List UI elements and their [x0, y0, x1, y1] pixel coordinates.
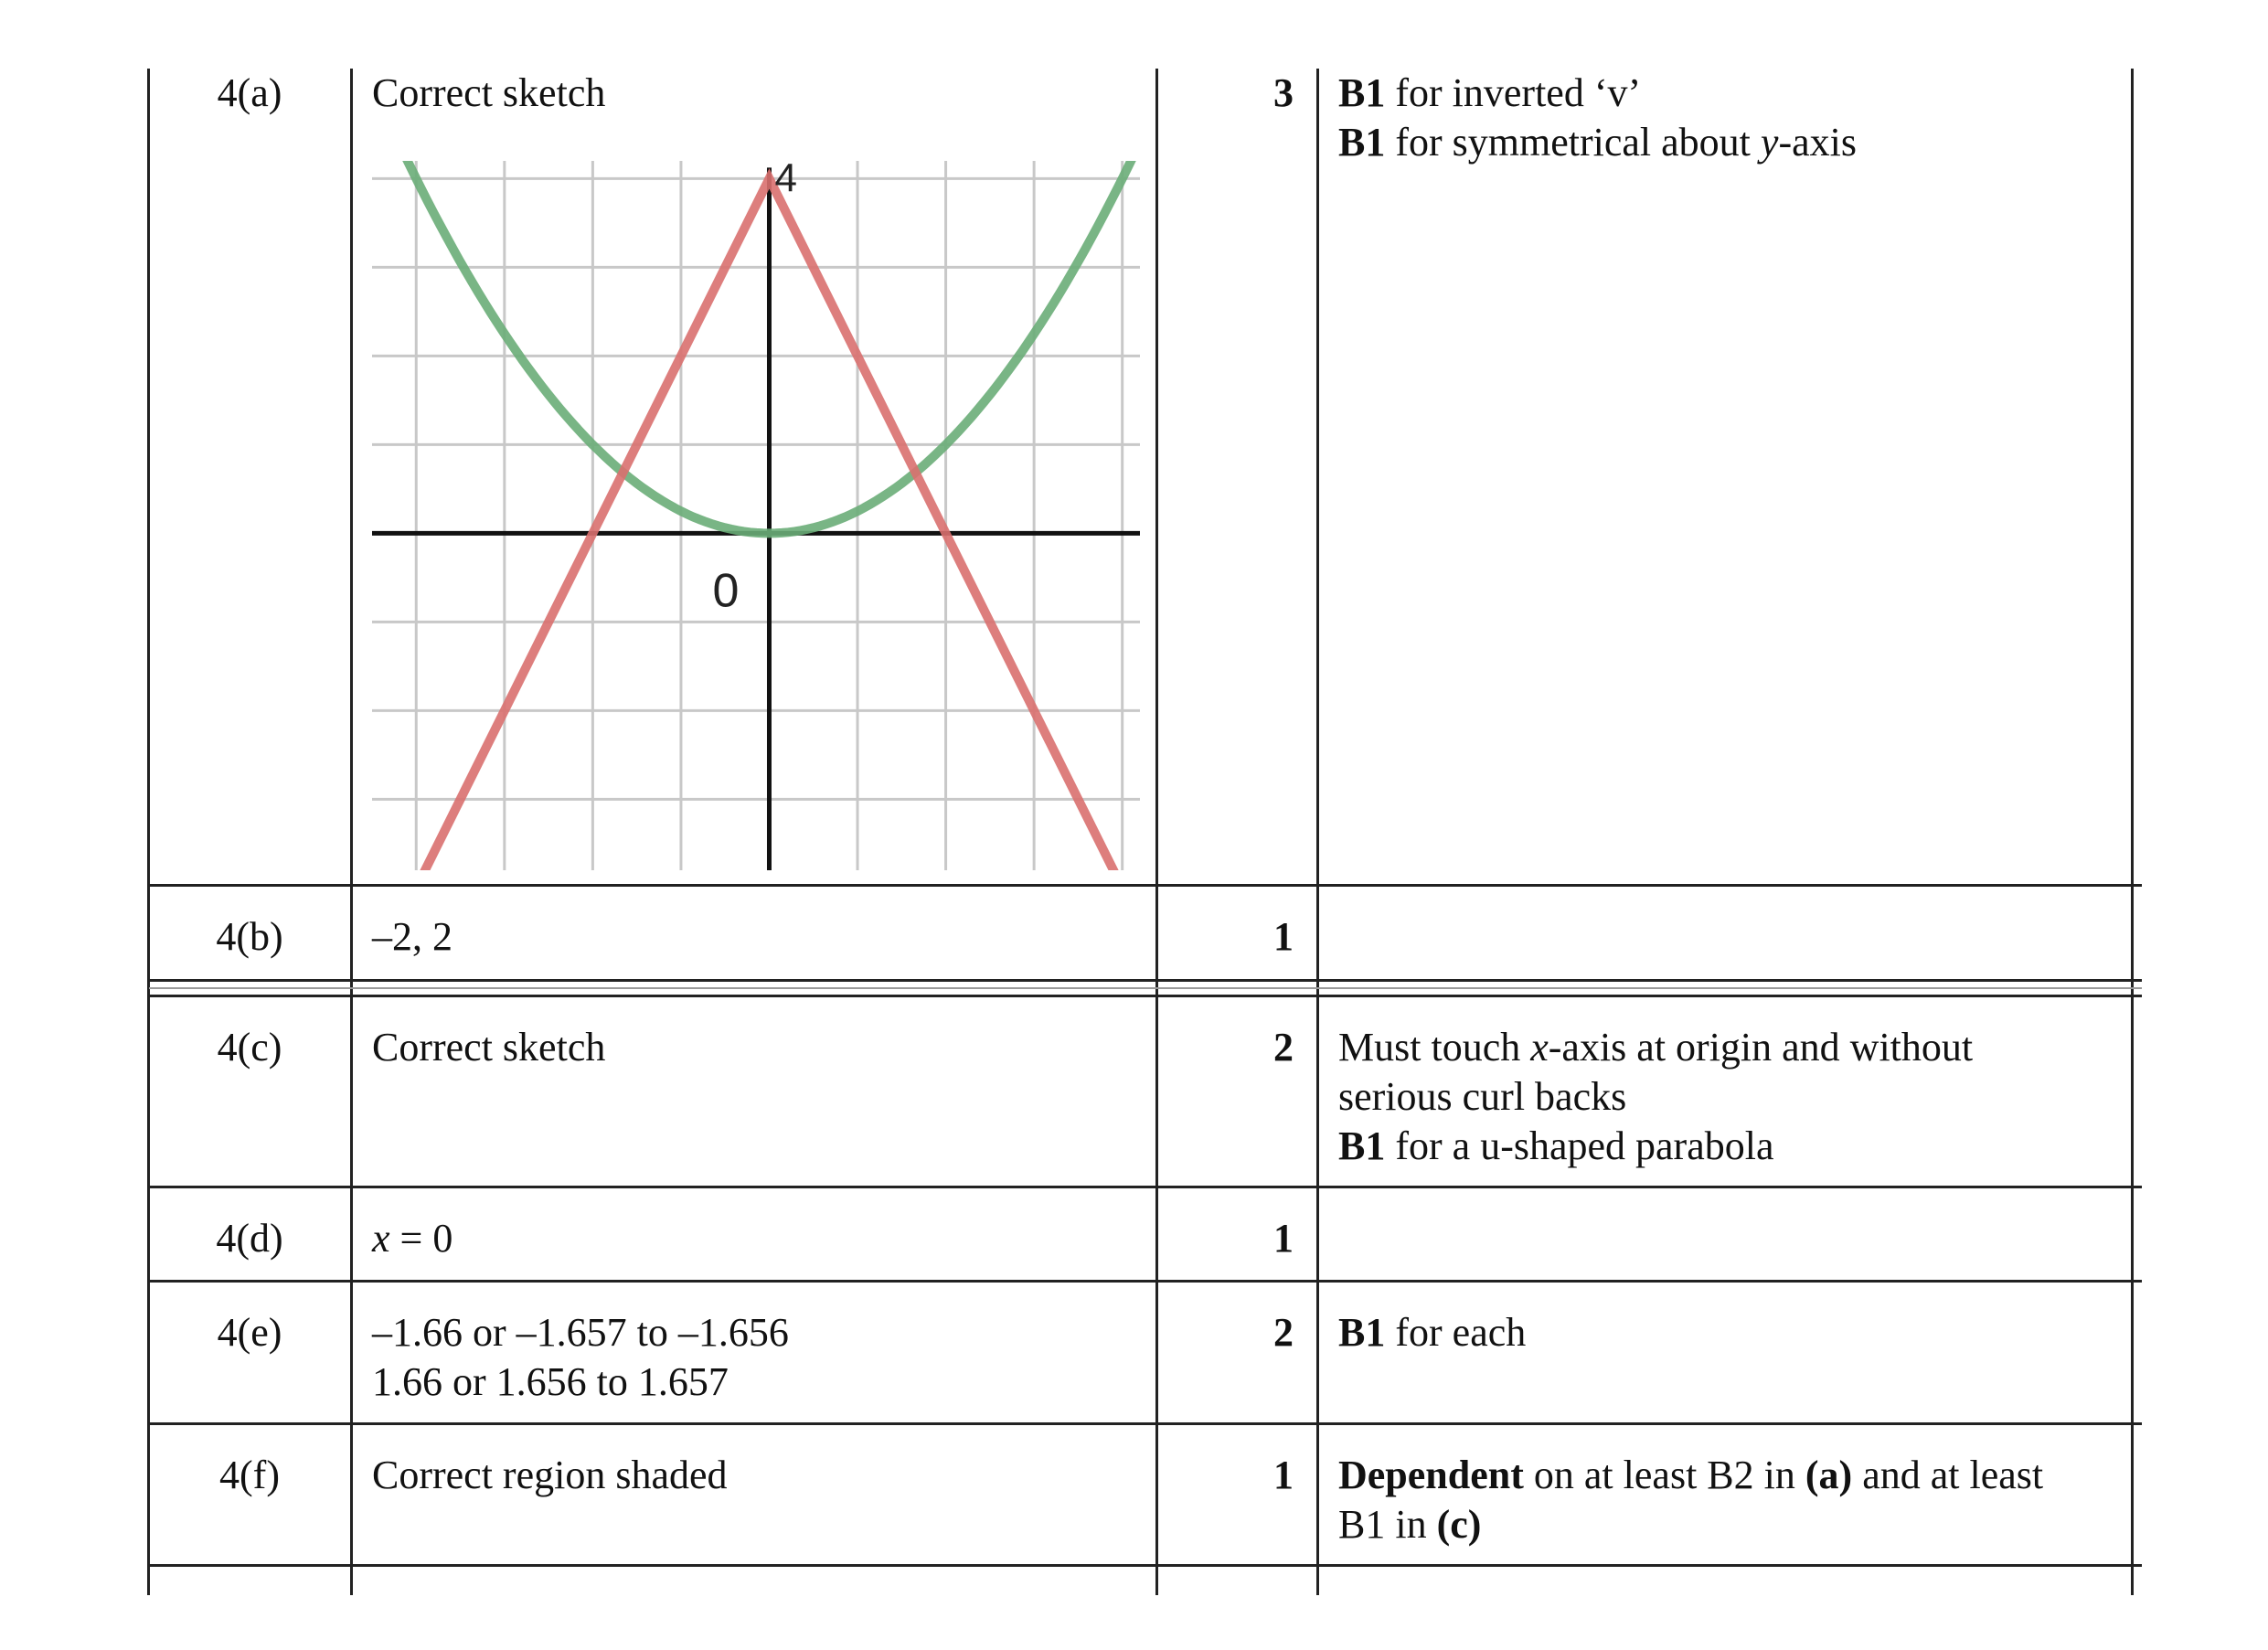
guidance-variable: x — [1530, 1025, 1549, 1070]
row-border — [149, 979, 2142, 982]
column-divider-marks — [1316, 69, 1319, 1595]
guidance-mark-code: B1 — [1338, 70, 1386, 115]
marks-value: 3 — [1273, 70, 1294, 115]
answer-line: –1.66 or –1.657 to –1.656 — [372, 1310, 789, 1355]
guidance-variable: y — [1760, 120, 1779, 165]
question-number: 4(f) — [219, 1453, 280, 1497]
answer-variable: x — [372, 1216, 390, 1261]
guidance-line: serious curl backs — [1338, 1074, 1627, 1119]
graph-labels — [712, 161, 796, 617]
guidance-keyword: Dependent — [1338, 1453, 1524, 1497]
answer-text: Correct sketch — [372, 1025, 606, 1070]
row-border — [149, 995, 2142, 997]
guidance-text: and at least — [1852, 1453, 2044, 1497]
guidance-line — [1338, 1451, 2043, 1500]
marks-value: 1 — [1273, 1216, 1294, 1261]
guidance-text: on at least B2 in — [1523, 1453, 1805, 1497]
guidance-line — [1338, 1308, 1526, 1357]
guidance-mark-code: B1 — [1338, 120, 1386, 165]
answer-text: –2, 2 — [372, 914, 453, 959]
marks-value: 2 — [1273, 1310, 1294, 1355]
guidance-text: for symmetrical about — [1385, 120, 1761, 165]
guidance-text: for each — [1385, 1310, 1527, 1355]
guidance-text: Must touch — [1338, 1025, 1531, 1070]
guidance-text: B1 in — [1338, 1502, 1437, 1547]
sketch-graph — [372, 161, 1140, 870]
guidance-text: for a u-shaped parabola — [1385, 1123, 1774, 1168]
row-border — [149, 884, 2142, 887]
guidance-line — [1338, 118, 1857, 167]
row-border — [149, 1564, 2142, 1567]
guidance-part-ref: (a) — [1805, 1453, 1853, 1497]
marks-value: 2 — [1273, 1025, 1294, 1070]
marks-value: 1 — [1273, 1453, 1294, 1497]
guidance-text: for inverted ‘v’ — [1385, 70, 1642, 115]
row-spacer-border — [149, 987, 2142, 989]
question-number: 4(b) — [216, 914, 283, 959]
column-divider-question — [350, 69, 353, 1595]
question-number: 4(a) — [217, 70, 282, 115]
answer-text: Correct sketch — [372, 70, 606, 115]
question-number: 4(e) — [217, 1310, 282, 1355]
graph-axes — [372, 167, 1140, 870]
guidance-text: -axis at origin and without — [1548, 1025, 1974, 1070]
guidance-line — [1338, 1500, 1481, 1549]
question-number: 4(d) — [216, 1216, 283, 1261]
guidance-line — [1338, 69, 1641, 118]
origin-label: 0 — [712, 564, 740, 618]
answer-value: = 0 — [389, 1216, 453, 1261]
question-number: 4(c) — [217, 1025, 282, 1070]
row-border — [149, 1422, 2142, 1425]
guidance-mark-code: B1 — [1338, 1123, 1386, 1168]
guidance-mark-code: B1 — [1338, 1310, 1386, 1355]
row-border — [149, 1186, 2142, 1188]
answer-text — [372, 1214, 453, 1263]
guidance-part-ref: (c) — [1436, 1502, 1482, 1547]
graph-grid — [372, 161, 1140, 870]
marks-value: 1 — [1273, 914, 1294, 959]
row-border — [149, 1280, 2142, 1283]
y-tick-label: 4 — [774, 161, 797, 201]
answer-text: Correct region shaded — [372, 1453, 728, 1497]
guidance-line — [1338, 1122, 1774, 1171]
answer-line: 1.66 or 1.656 to 1.657 — [372, 1359, 729, 1404]
guidance-text: -axis — [1778, 120, 1857, 165]
column-divider-answer — [1155, 69, 1158, 1595]
table-border-right — [2131, 69, 2134, 1595]
parabola-curve — [389, 161, 1140, 533]
guidance-line — [1338, 1023, 1973, 1072]
table-border-left — [147, 69, 150, 1595]
